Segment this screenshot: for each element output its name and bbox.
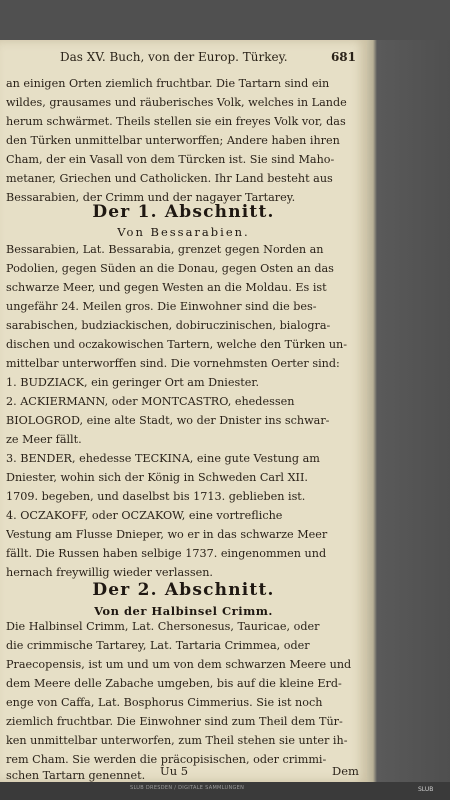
text-line: BIOLOGROD, eine alte Stadt, wo der Dnister ins schwar- [6,414,330,427]
text-line: ze Meer fällt. [6,433,82,446]
text-line: hernach freywillig wieder verlassen. [6,566,213,579]
text-line: ungefähr 24. Meilen gros. Die Einwohner sind die bes- [6,300,317,313]
text-line: 4. OCZAKOFF, oder OCZAKOW, eine vortrefliche [6,509,283,522]
running-header [60,50,356,66]
header-title: Das XV. Buch, von der Europ. Türkey. [60,50,288,64]
page-gutter [367,40,450,782]
text-line: schwarze Meer, und gegen Westen an die Moldau. Es ist [6,281,327,294]
text-line: dem Meere delle Zabache umgeben, bis auf die kleine Erd- [6,677,342,690]
text-line: ken unmittelbar unterworfen, zum Theil stehen sie unter ih- [6,734,348,747]
text-line: 1709. begeben, und daselbst bis 1713. geblieben ist. [6,490,306,503]
text-line: enge von Caffa, Lat. Bosphorus Cimmerius. Sie ist noch [6,696,323,709]
text-line: die crimmische Tartarey, Lat. Tartaria Crimmea, oder [6,639,310,652]
catchword: Dem [332,764,359,778]
text-line: Dniester, wohin sich der König in Schweden Carl XII. [6,471,308,484]
text-line: dischen und oczakowischen Tartern, welche den Türken un- [6,338,348,351]
text-line: 3. BENDER, ehedesse TECKINA, eine gute Vestung am [6,452,320,465]
section-subheading: Von Bessarabien. [117,225,250,239]
text-line: an einigen Orten ziemlich fruchtbar. Die Tartarn sind ein [6,77,330,90]
footer-logo: SLUB [418,786,434,793]
text-line: 1. BUDZIACK, ein geringer Ort am Dniester. [6,376,260,389]
text-line: fällt. Die Russen haben selbige 1737. eingenommen und [6,547,327,560]
text-line: sarabischen, budziackischen, dobiruczinischen, bialogra- [6,319,331,332]
signature-mark: Uu 5 [160,764,189,778]
text-line: Podolien, gegen Süden an die Donau, gegen Osten an das [6,262,334,275]
page-number: 681 [330,50,356,64]
section-subheading: Von der Halbinsel Crimm. [94,604,273,618]
section-heading: Der 2. Abschnitt. [92,580,275,600]
text-line: metaner, Griechen und Catholicken. Ihr Land besteht aus [6,172,333,185]
text-line: 2. ACKIERMANN, oder MONTCASTRO, ehedessen [6,395,295,408]
text-line: wildes, grausames und räuberisches Volk, welches in Lande [6,96,347,109]
text-line: mittelbar unterworffen sind. Die vornehmsten Oerter sind: [6,357,340,370]
text-line: herum schwärmet. Theils stellen sie ein freyes Volk vor, das [6,115,346,128]
text-line: Bessarabien, der Crimm und der nagayer Tartarey. [6,191,296,204]
text-line: Praecopensis, ist um und um von dem schwarzen Meere und [6,658,352,671]
text-line: Bessarabien, Lat. Bessarabia, grenzet gegen Norden an [6,243,324,256]
text-line: Die Halbinsel Crimm, Lat. Chersonesus, Tauricae, oder [6,620,320,633]
text-line: schen Tartarn genennet. [6,769,146,782]
text-line: den Türken unmittelbar unterworffen; Andere haben ihren [6,134,340,147]
footer-credit: SLUB DRESDEN / DIGITALE SAMMLUNGEN [130,785,245,791]
viewer-top-frame [0,0,450,40]
text-line: Vestung am Flusse Dnieper, wo er in das schwarze Meer [6,528,328,541]
section-heading: Der 1. Abschnitt. [92,202,275,222]
text-line: ziemlich fruchtbar. Die Einwohner sind zum Theil dem Tür- [6,715,343,728]
text-line: Cham, der ein Vasall von dem Türcken ist. Sie sind Maho- [6,153,335,166]
text-line: rem Cham. Sie werden die präcopisischen, oder crimmi- [6,753,327,766]
